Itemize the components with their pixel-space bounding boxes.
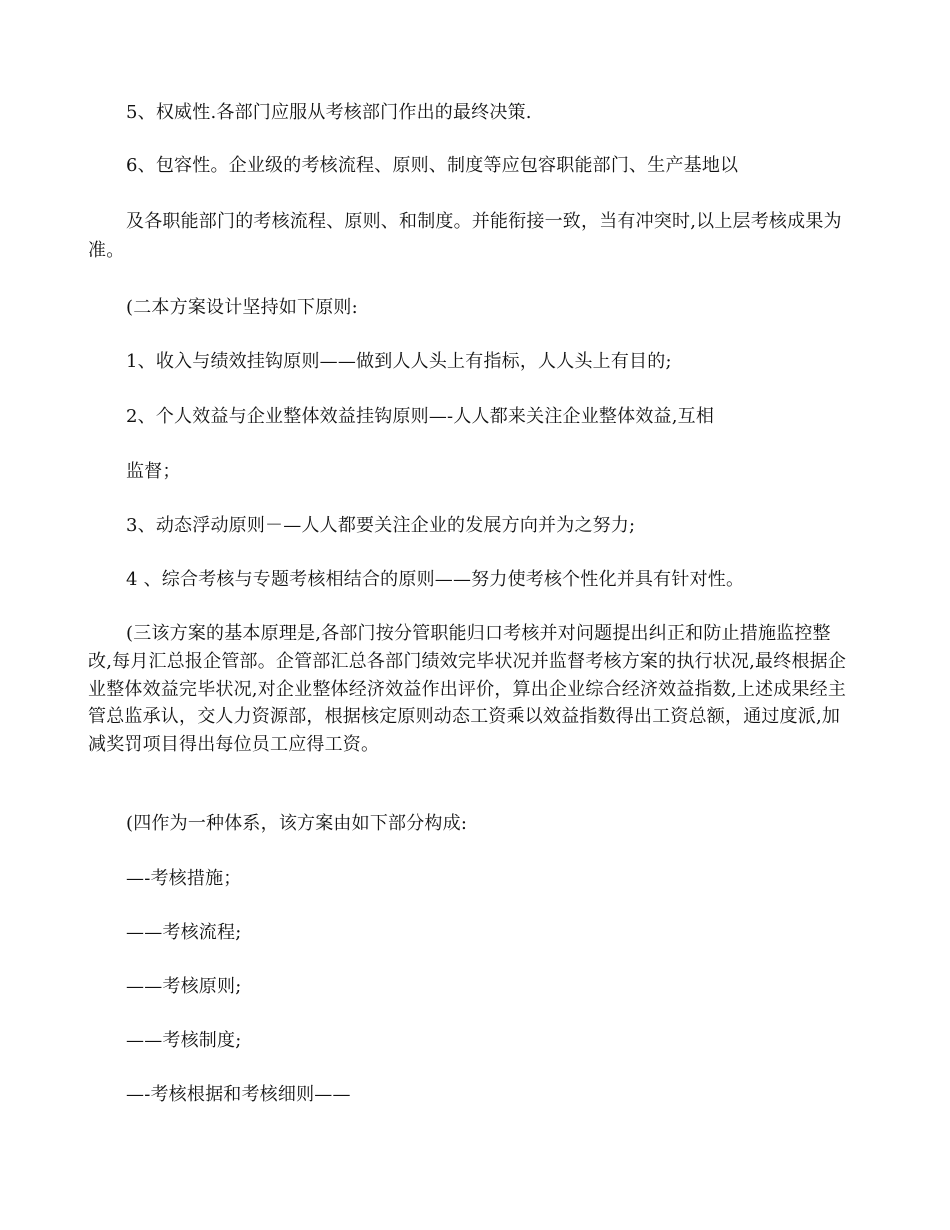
principle-4: 4 、综合考核与专题考核相结合的原则——努力使考核个性化并具有针对性。 [126,569,745,590]
clause-inclusiveness: 6、包容性。企业级的考核流程、原则、制度等应包容职能部门、生产基地以 [126,155,739,176]
principle-2-continued: 监督； [126,461,181,482]
principle-1: 1、收入与绩效挂钩原则——做到人人头上有指标，人人头上有目的; [126,351,672,372]
component-measures: —-考核措施； [126,868,242,889]
section-3-line-4: 管总监承认，交人力资源部，根据核定原则动态工资乘以效益指数得出工资总额，通过度派,加 [88,706,841,727]
section-3-line-2: 改,每月汇总报企管部。企管部汇总各部门绩效完毕状况并监督考核方案的执行状况,最终根据企 [88,651,847,672]
component-system: ——考核制度; [126,1030,242,1051]
component-principles: ——考核原则; [126,976,242,997]
clause-inclusiveness-end: 准。 [88,240,125,261]
section-2-heading: (二本方案设计坚持如下原则: [126,297,358,318]
clause-authority: 5、权威性.各部门应服从考核部门作出的最终决策. [126,102,532,123]
section-4-heading: (四作为一种体系，该方案由如下部分构成: [126,813,468,834]
section-3-line-5: 减奖罚项目得出每位员工应得工资。 [88,734,380,755]
section-3-line-3: 业整体效益完毕状况,对企业整体经济效益作出评价，算出企业综合经济效益指数,上述成果经主 [88,679,847,700]
principle-3: 3、动态浮动原则－—人人都要关注企业的发展方向并为之努力; [126,515,636,536]
principle-2: 2、个人效益与企业整体效益挂钩原则—-人人都来关注企业整体效益,互相 [126,406,715,427]
component-basis-and-rules: —-考核根据和考核细则—— [126,1084,351,1105]
section-3-line-1: (三该方案的基本原理是,各部门按分管职能归口考核并对问题提出纠正和防止措施监控整 [126,623,831,644]
component-process: ——考核流程; [126,922,242,943]
clause-inclusiveness-continued: 及各职能部门的考核流程、原则、和制度。并能衔接一致，当有冲突时,以上层考核成果为 [126,211,842,232]
